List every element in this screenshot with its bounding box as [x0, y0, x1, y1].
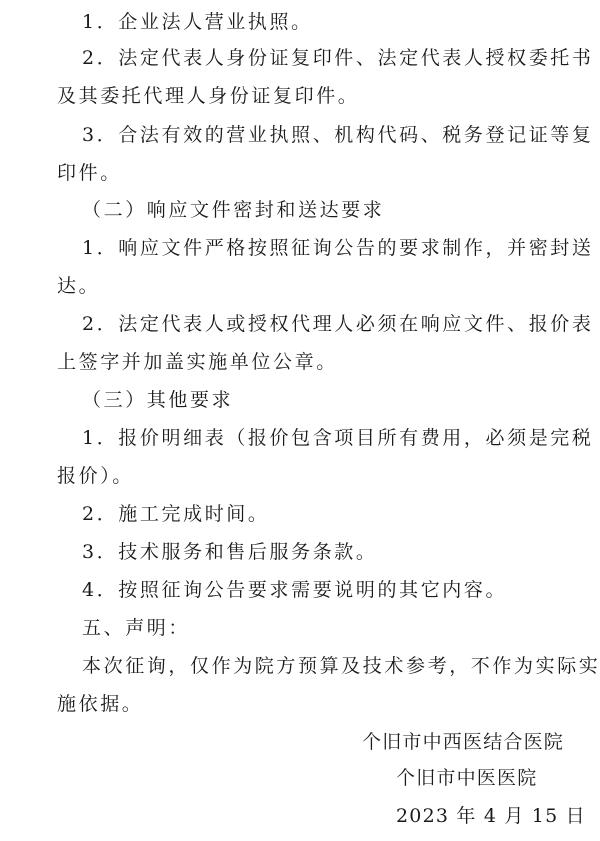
- signature-org-2: 个旧市中医医院: [396, 767, 538, 789]
- text-line: 2．施工完成时间。: [82, 503, 270, 525]
- text-line: 1．响应文件严格按照征询公告的要求制作，并密封送: [82, 237, 594, 259]
- signature-org-1: 个旧市中西医结合医院: [362, 731, 565, 753]
- text-line: 印件。: [57, 162, 122, 184]
- section-heading: （三）其他要求: [82, 389, 234, 411]
- text-line: 2．法定代表人或授权代理人必须在响应文件、报价表: [82, 313, 594, 335]
- section-heading: 五、声明：: [82, 617, 191, 639]
- text-line: 及其委托代理人身份证复印件。: [57, 85, 360, 107]
- text-line: 达。: [57, 275, 101, 297]
- section-heading: （二）响应文件密封和送达要求: [82, 199, 385, 221]
- text-line: 报价）。: [57, 465, 134, 487]
- text-line: 2．法定代表人身份证复印件、法定代表人授权委托书: [82, 47, 594, 69]
- text-line: 1．报价明细表（报价包含项目所有费用，必须是完税: [82, 427, 594, 449]
- text-line: 4．按照征询公告要求需要说明的其它内容。: [82, 579, 508, 601]
- text-line: 上签字并加盖实施单位公章。: [57, 351, 338, 373]
- text-line: 3．技术服务和售后服务条款。: [82, 541, 378, 563]
- signature-date: 2023 年 4 月 15 日: [396, 805, 586, 827]
- text-line: 3．合法有效的营业执照、机构代码、税务登记证等复: [82, 124, 594, 146]
- text-line: 本次征询，仅作为院方预算及技术参考，不作为实际实: [82, 655, 600, 677]
- text-line: 施依据。: [57, 693, 144, 715]
- text-line: 1．企业法人营业执照。: [82, 11, 313, 33]
